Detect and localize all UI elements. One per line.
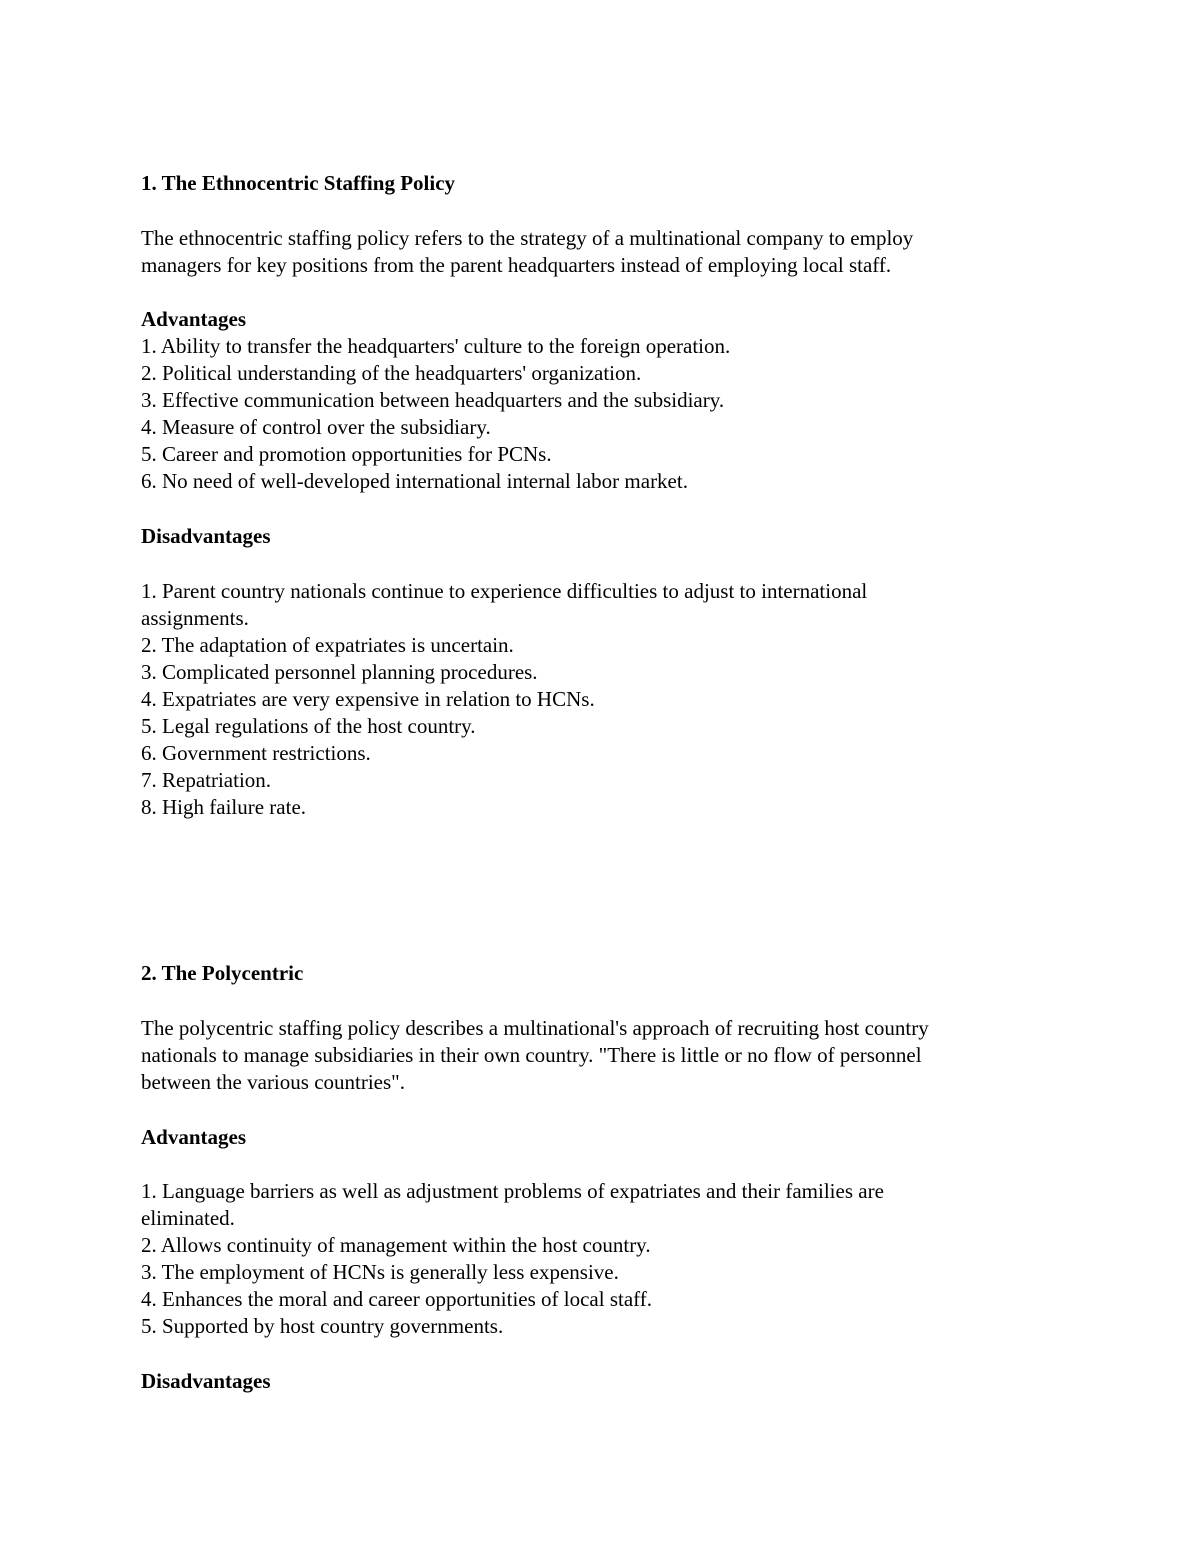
list-item: 2. Allows continuity of management within the host country. [141,1233,651,1257]
list-item: eliminated. [141,1206,235,1230]
list-item: 3. Effective communication between headquarters and the subsidiary. [141,388,725,412]
subheading-disadvantages: Disadvantages [141,524,271,548]
list-item: 1. Ability to transfer the headquarters' culture to the foreign operation. [141,334,731,358]
list-item: 1. Language barriers as well as adjustment problems of expatriates and their families are [141,1179,884,1203]
paragraph-line: managers for key positions from the parent headquarters instead of employing local staff. [141,253,892,277]
list-item: 5. Supported by host country governments. [141,1314,504,1338]
paragraph-line: between the various countries". [141,1070,405,1094]
list-item: 6. No need of well-developed international internal labor market. [141,469,688,493]
list-item: 7. Repatriation. [141,768,272,792]
paragraph-line: The polycentric staffing policy describes a multinational's approach of recruiting host country [141,1016,929,1040]
list-item: 6. Government restrictions. [141,741,371,765]
list-item: 8. High failure rate. [141,795,307,819]
list-item: 5. Career and promotion opportunities for PCNs. [141,442,552,466]
subheading-advantages: Advantages [141,1125,247,1149]
list-item: 5. Legal regulations of the host country. [141,714,476,738]
list-item: 1. Parent country nationals continue to experience difficulties to adjust to international [141,579,868,603]
list-item: 4. Measure of control over the subsidiary. [141,415,491,439]
paragraph-line: nationals to manage subsidiaries in their own country. "There is little or no flow of personnel [141,1043,922,1067]
section-heading: 2. The Polycentric [141,961,304,985]
list-item: 4. Enhances the moral and career opportunities of local staff. [141,1287,653,1311]
list-item: 2. The adaptation of expatriates is uncertain. [141,633,514,657]
list-item: 2. Political understanding of the headquarters' organization. [141,361,642,385]
subheading-advantages: Advantages [141,307,247,331]
list-item: 3. Complicated personnel planning procedures. [141,660,538,684]
list-item: assignments. [141,606,249,630]
subheading-disadvantages: Disadvantages [141,1369,271,1393]
list-item: 4. Expatriates are very expensive in relation to HCNs. [141,687,595,711]
list-item: 3. The employment of HCNs is generally less expensive. [141,1260,619,1284]
section-heading: 1. The Ethnocentric Staffing Policy [141,171,456,195]
paragraph-line: The ethnocentric staffing policy refers to the strategy of a multinational company to employ [141,226,914,250]
